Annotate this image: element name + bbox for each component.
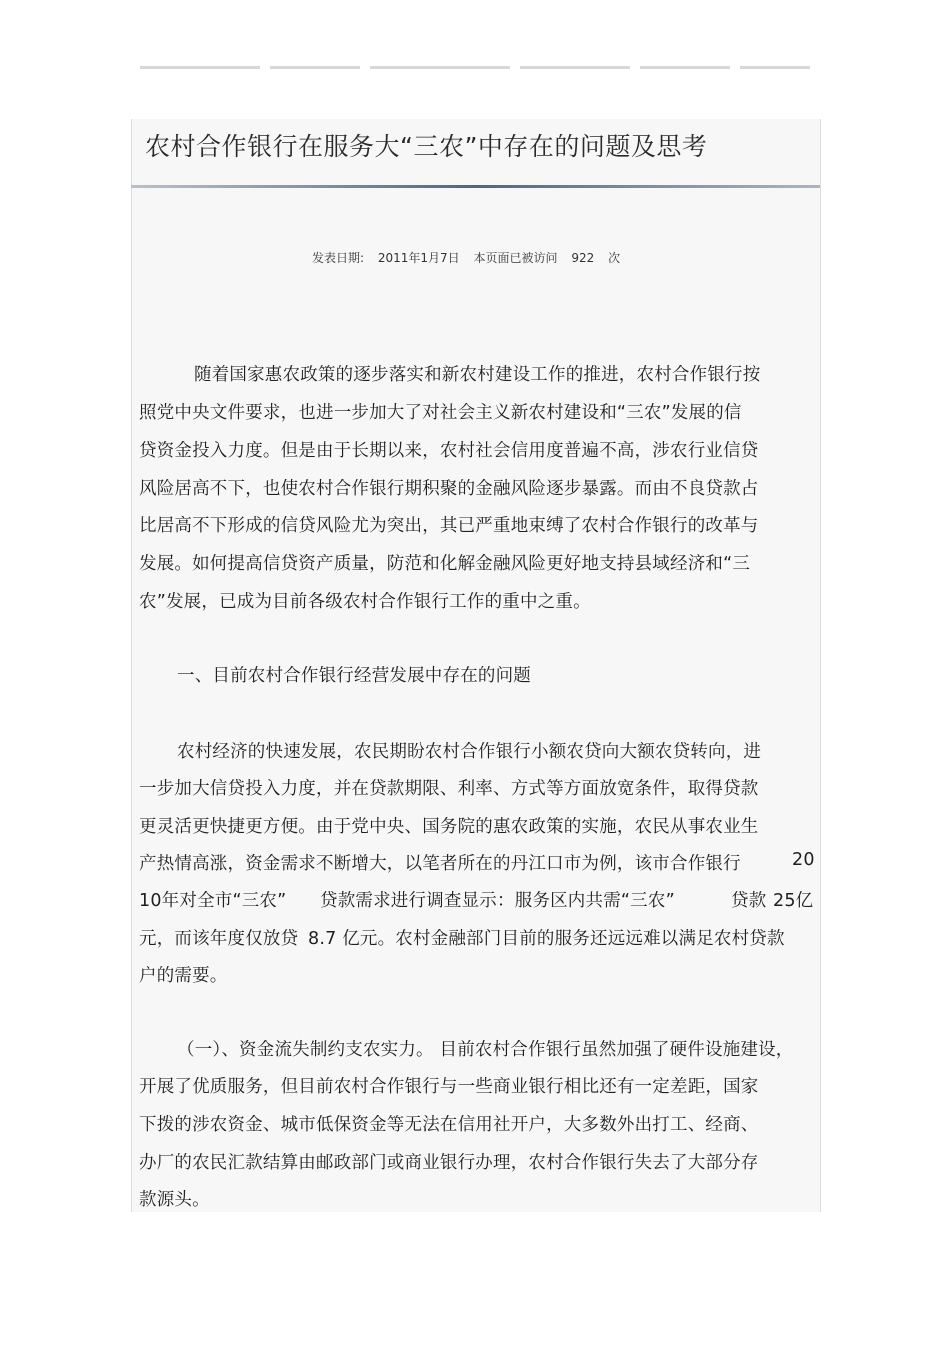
paragraph-line: 贷资金投入力度。但是由于长期以来，农村社会信用度普遍不高，涉农行业信贷 <box>139 441 759 461</box>
paragraph-line: 办厂的农民汇款结算由邮政部门或商业银行办理，农村合作银行失去了大部分存 <box>139 1153 759 1173</box>
header-noise <box>140 66 810 74</box>
paragraph-line: 随着国家惠农政策的逐步落实和新农村建设工作的推进，农村合作银行按 <box>194 365 761 385</box>
title-divider <box>131 185 820 188</box>
visit-count-label: 本页面已被访问 <box>473 251 558 265</box>
article-title: 农村合作银行在服务大“三农”中存在的问题及思考 <box>145 132 708 161</box>
paragraph-line: 户的需要。 <box>139 966 228 986</box>
publish-date: 2011年1月7日 <box>377 251 460 265</box>
publish-date-label: 发表日期: <box>312 251 365 265</box>
visit-count-unit: 次 <box>608 251 621 265</box>
paragraph-line: 风险居高不下，也使农村合作银行期积聚的金融风险逐步暴露。而由不良贷款占 <box>139 479 759 499</box>
paragraph-line: 比居高不下形成的信贷风险尤为突出，其已严重地束缚了农村合作银行的改革与 <box>139 516 759 536</box>
paragraph-line-fragment: 贷款需求进行调查显示：服务区内共需“三农” <box>320 891 675 911</box>
paragraph-line: 一步加大信贷投入力度，并在贷款期限、利率、方式等方面放宽条件，取得贷款 <box>139 779 759 799</box>
paragraph-line: 发展。如何提高信贷资产质量，防范和化解金融风险更好地支持县域经济和“三 <box>139 554 751 574</box>
visit-count: 922 <box>571 251 595 265</box>
subsection-paragraph-line: （一）、资金流失制约支农实力。 目前农村合作银行虽然加强了硬件设施建设， <box>177 1040 794 1060</box>
paragraph-line: 产热情高涨，资金需求不断增大，以笔者所在的丹江口市为例，该市合作银行 <box>139 854 741 874</box>
paragraph-line: 农”发展，已成为目前各级农村合作银行工作的重中之重。 <box>139 592 591 612</box>
paragraph-line: 更灵活更快捷更方便。由于党中央、国务院的惠农政策的实施，农民从事农业生 <box>139 817 759 837</box>
paragraph-line-fragment: 贷款 <box>731 891 767 911</box>
paragraph-line-fragment: 25亿 <box>773 891 814 911</box>
paragraph-line-fragment: 10年对全市“三农” <box>139 891 287 911</box>
paragraph-line-fragment: 8.7 亿元。农村金融部门目前的服务还远远难以满足农村贷款 <box>308 929 785 949</box>
paragraph-line: 照党中央文件要求，也进一步加大了对社会主义新农村建设和“三农”发展的信 <box>139 403 742 423</box>
article-meta <box>312 249 630 266</box>
paragraph-line: 开展了优质服务，但目前农村合作银行与一些商业银行相比还有一定差距，国家 <box>139 1077 759 1097</box>
paragraph-line-fragment: 元，而该年度仅放贷 <box>139 929 299 949</box>
paragraph-line: 款源头。 <box>139 1190 210 1210</box>
paragraph-line: 农村经济的快速发展，农民期盼农村合作银行小额农贷向大额农贷转向，进 <box>177 742 762 762</box>
paragraph-line-fragment: 20 <box>792 850 815 870</box>
section-heading: 一、目前农村合作银行经营发展中存在的问题 <box>177 666 531 686</box>
paragraph-line: 下拨的涉农资金、城市低保资金等无法在信用社开户，大多数外出打工、经商、 <box>139 1115 759 1135</box>
